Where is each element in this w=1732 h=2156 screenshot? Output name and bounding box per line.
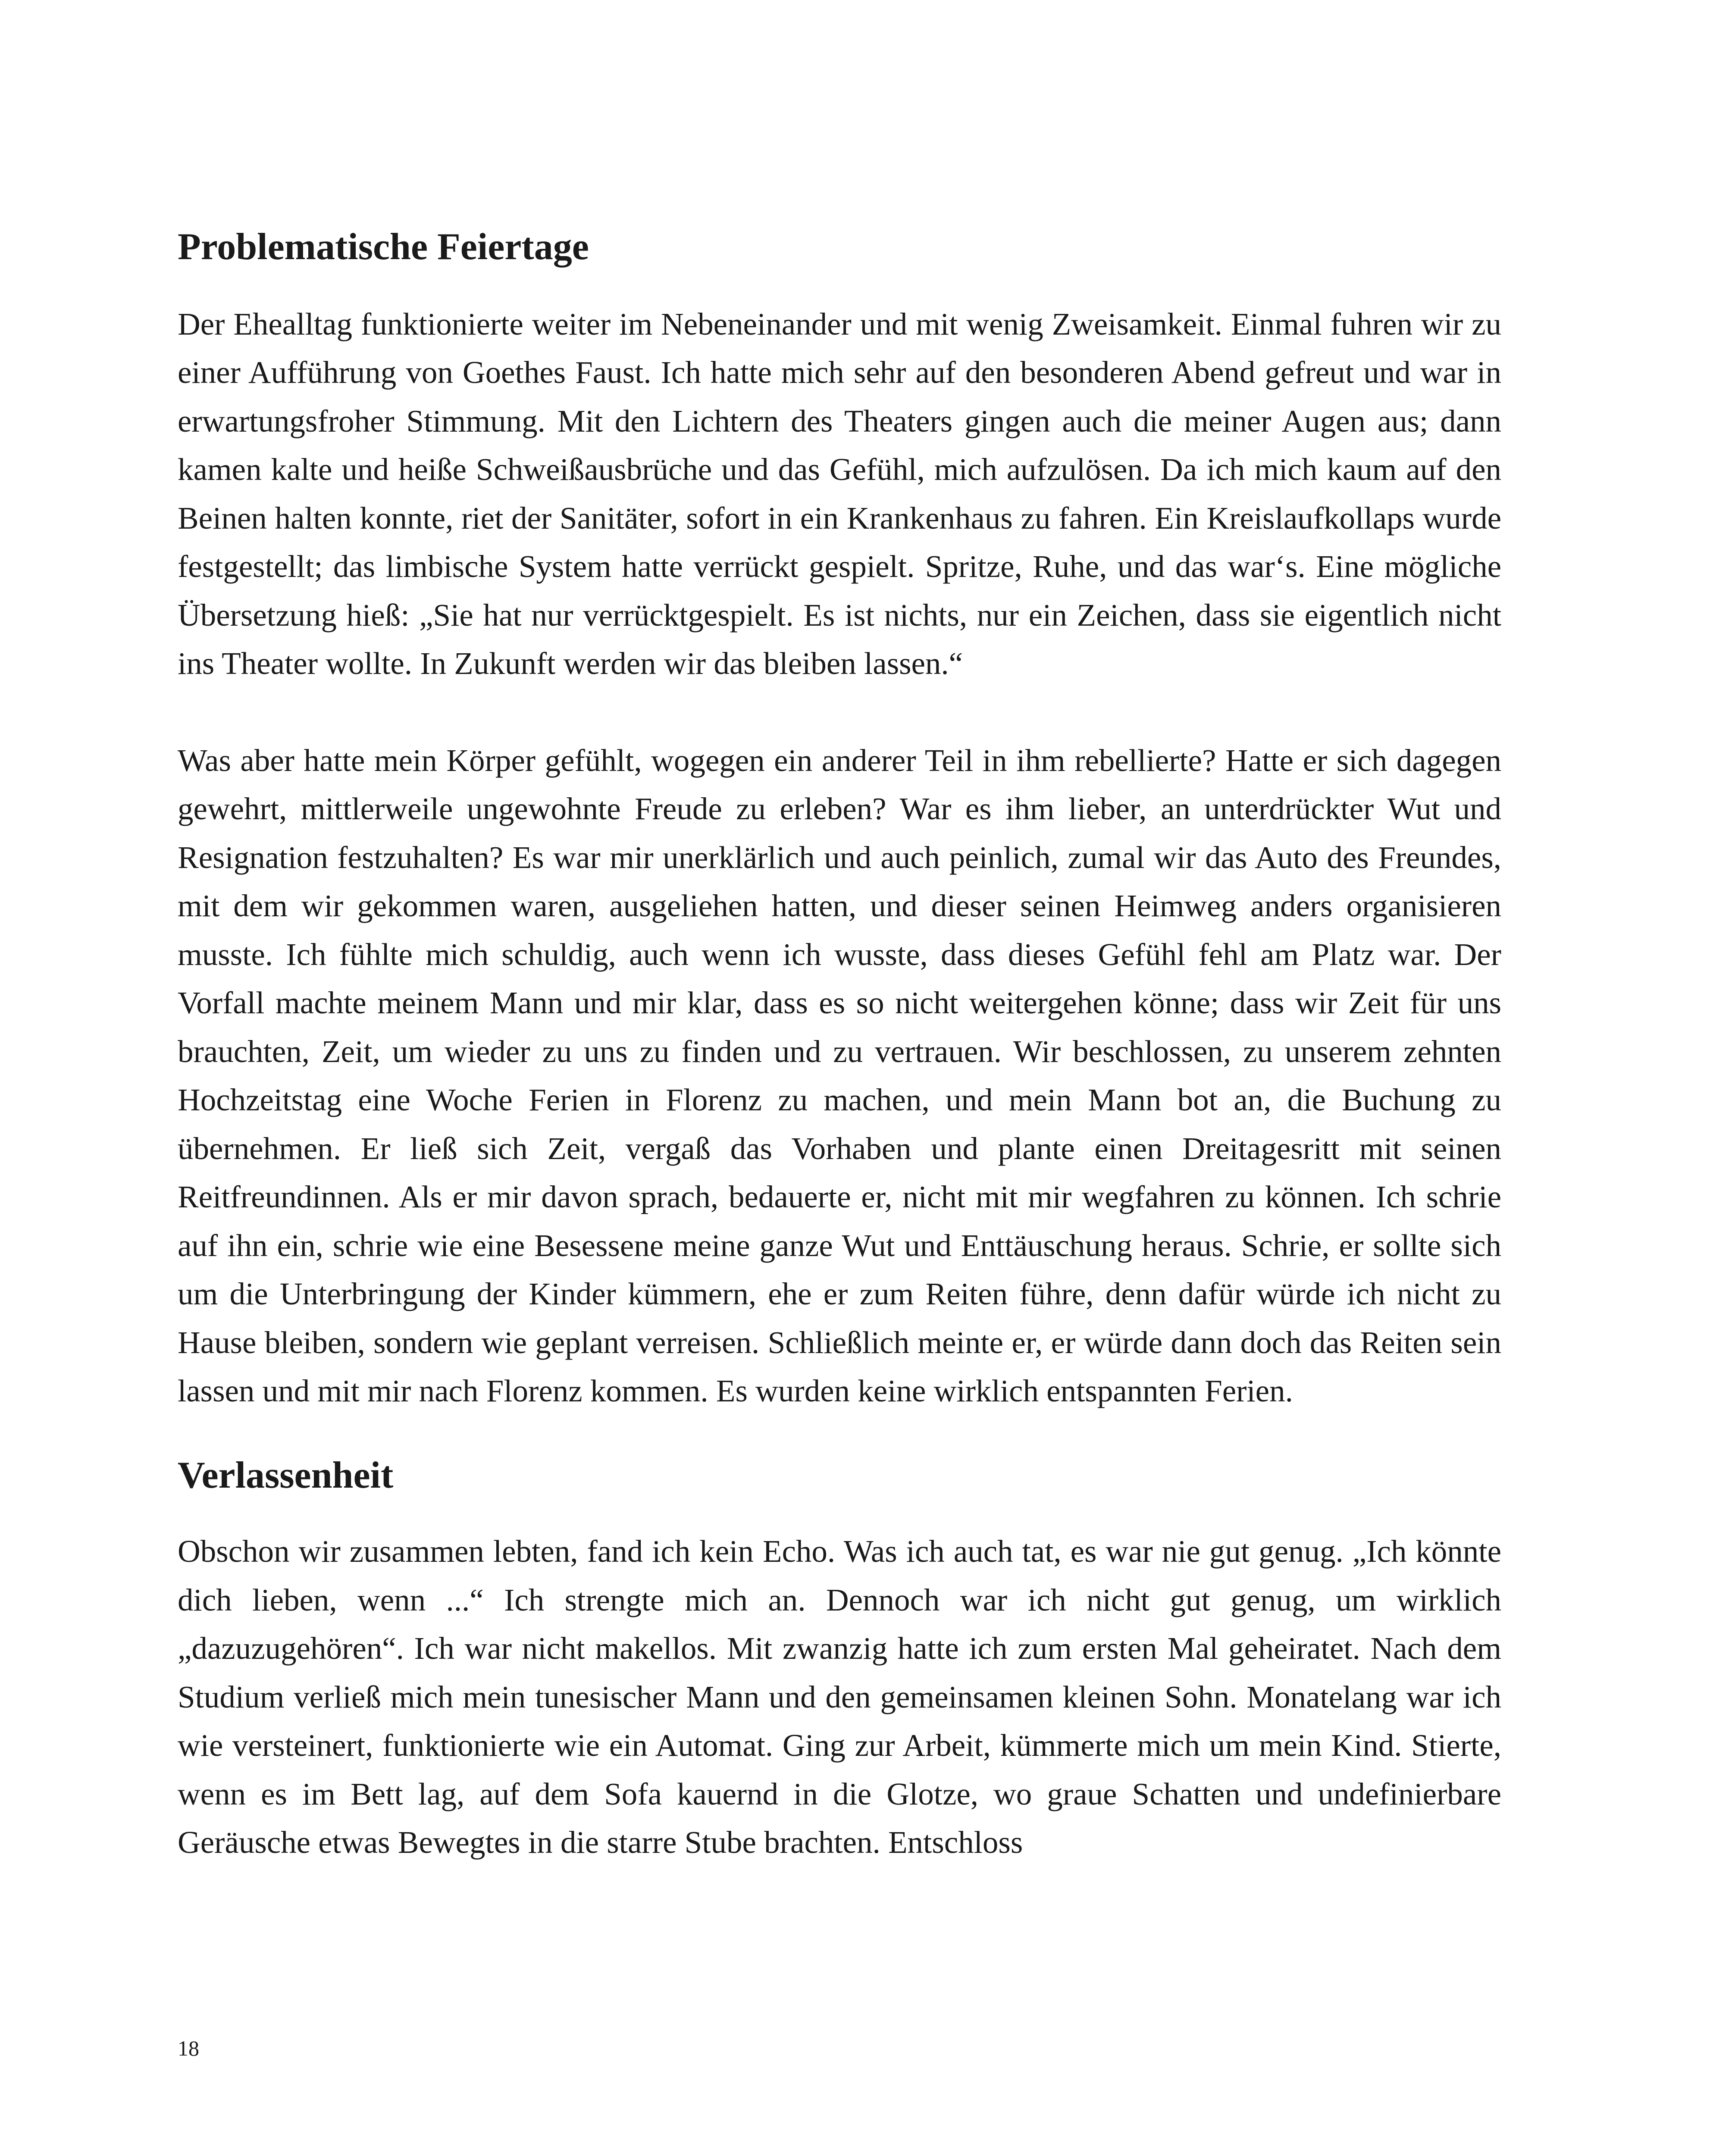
page-content [178, 224, 1501, 1867]
paragraph: Was aber hatte mein Körper gefühlt, wogegen ein anderer Teil in ihm rebellierte? Hatte er sich dagegen gewehrt, mittlerweile ungewohnte Freude zu erleben? War es ihm lieber, an unterdrückter Wut und Resignation festzuhalten? Es war mir unerklärlich und auch peinlich, zumal wir das Auto des Freundes, mit dem wir gekommen waren, ausgeliehen hatten, und dieser seinen Heimweg anders organisieren musste. Ich fühlte mich schuldig, auch wenn ich wusste, dass dieses Gefühl fehl am Platz war. Der Vorfall machte meinem Mann und mir klar, dass es so nicht weitergehen könne; dass wir Zeit für uns brauchten, Zeit, um wieder zu uns zu finden und zu vertrauen. Wir beschlossen, zu unserem zehnten Hochzeitstag eine Woche Ferien in Florenz zu machen, und mein Mann bot an, die Buchung zu übernehmen. Er ließ sich Zeit, vergaß das Vorhaben und plante einen Dreitagesritt mit seinen Reitfreundinnen. Als er mir davon sprach, bedauerte er, nicht mit mir wegfahren zu können. Ich schrie auf ihn ein, schrie wie eine Besessene meine ganze Wut und Enttäuschung heraus. Schrie, er sollte sich um die Unterbringung der Kinder kümmern, ehe er zum Reiten führe, denn dafür würde ich nicht zu Hause bleiben, sondern wie geplant verreisen. Schließlich meinte er, er würde dann doch das Reiten sein lassen und mit mir nach Florenz kommen. Es wurden keine wirklich entspannten Ferien. [178, 743, 1501, 1409]
section-heading-problematische-feiertage: Problematische Feiertage [178, 226, 589, 268]
section-heading-verlassenheit: Verlassenheit [178, 1454, 394, 1496]
paragraph: Der Ehealltag funktionierte weiter im Nebeneinander und mit wenig Zweisamkeit. Einmal fuhren wir zu einer Aufführung von Goethes Faust. Ich hatte mich sehr auf den besonderen Abend gefreut und war in erwartungsfroher Stimmung. Mit den Lichtern des Theaters gingen auch die meiner Augen aus; dann kamen kalte und heiße Schweißausbrüche und das Gefühl, mich aufzulösen. Da ich mich kaum auf den Beinen halten konnte, riet der Sanitäter, sofort in ein Krankenhaus zu fahren. Ein Kreislaufkollaps wurde festgestellt; das limbische System hatte verrückt gespielt. Spritze, Ruhe, und das war‘s. Eine mögliche Übersetzung hieß: „Sie hat nur verrücktgespielt. Es ist nichts, nur ein Zeichen, dass sie eigentlich nicht ins Theater wollte. In Zukunft werden wir das bleiben lassen.“ [178, 306, 1501, 681]
paragraph: Obschon wir zusammen lebten, fand ich kein Echo. Was ich auch tat, es war nie gut genug. „Ich könnte dich lieben, wenn ...“ Ich strengte mich an. Dennoch war ich nicht gut genug, um wirklich „dazuzugehören“. Ich war nicht makellos. Mit zwanzig hatte ich zum ersten Mal geheiratet. Nach dem Studium verließ mich mein tunesischer Mann und den gemeinsamen kleinen Sohn. Monatelang war ich wie versteinert, funktionierte wie ein Automat. Ging zur Arbeit, kümmerte mich um mein Kind. Stierte, wenn es im Bett lag, auf dem Sofa kauernd in die Glotze, wo graue Schatten und undefinierbare Geräusche etwas Bewegtes in die starre Stube brachten. Entschloss [178, 1534, 1501, 1860]
page-number: 18 [178, 2036, 199, 2060]
